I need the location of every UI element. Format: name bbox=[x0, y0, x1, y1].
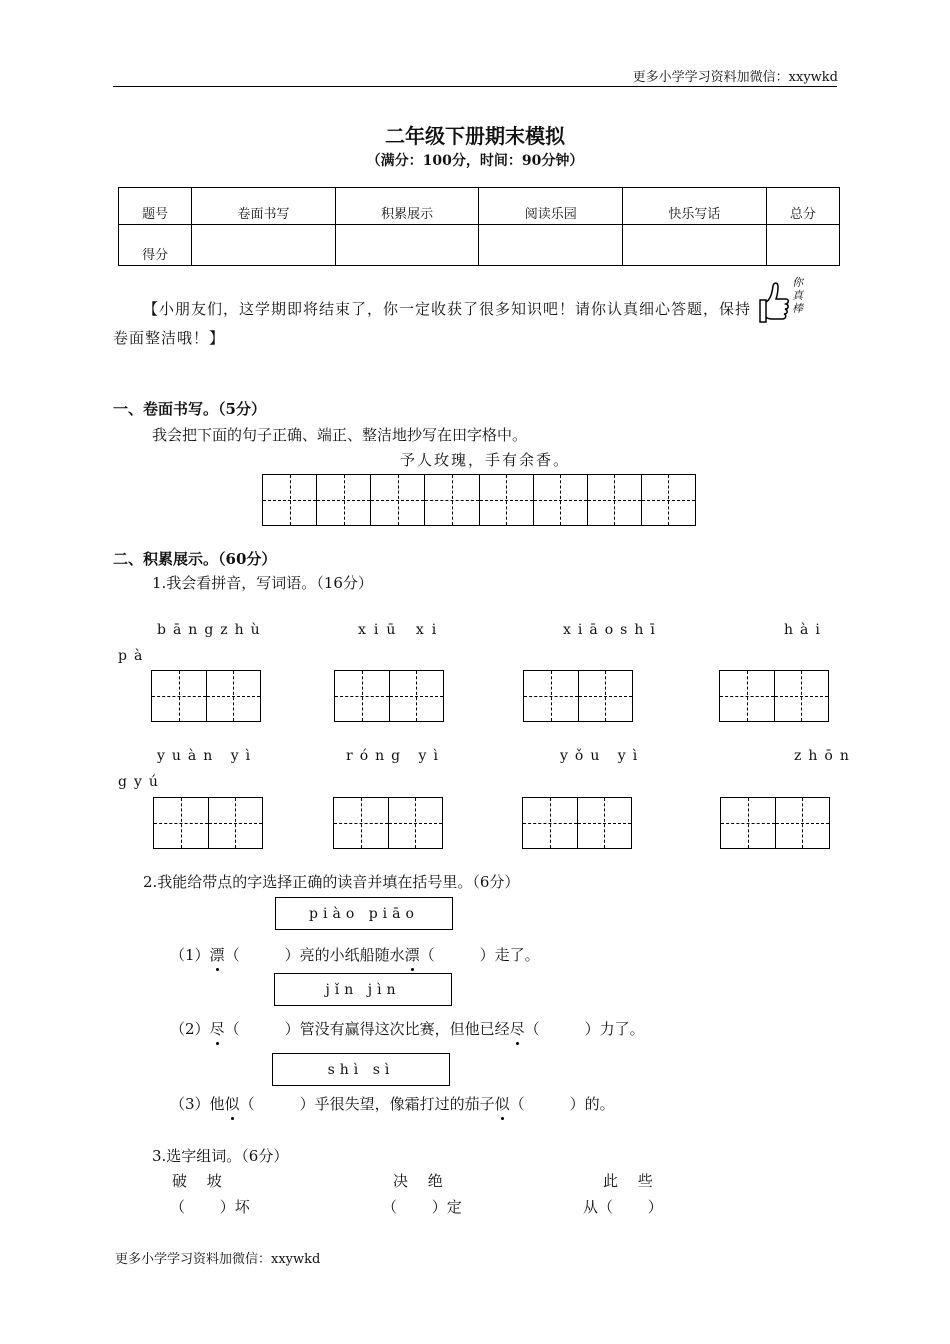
score-cell[interactable] bbox=[766, 225, 839, 266]
score-cell[interactable] bbox=[192, 225, 336, 266]
char-pair: 此 些 bbox=[603, 1172, 653, 1190]
pinyin: xiāoshī bbox=[563, 622, 662, 638]
table-header-cell: 积累展示 bbox=[335, 188, 479, 225]
table-header-cell: 阅读乐园 bbox=[479, 188, 623, 225]
tianzige-copy-grid[interactable] bbox=[262, 474, 696, 526]
fill-blank[interactable]: （ ）定 bbox=[382, 1198, 462, 1216]
fill-blank[interactable]: （ ）坏 bbox=[170, 1198, 250, 1216]
pinyin: xiū xi bbox=[358, 622, 445, 638]
q2-title: 2.我能给带点的字选择正确的读音并填在括号里。（6分） bbox=[143, 873, 520, 891]
table-row bbox=[119, 225, 840, 266]
q3-title: 3.选字组词。（6分） bbox=[152, 1147, 289, 1165]
grid-cell[interactable] bbox=[371, 475, 425, 525]
grid-cell[interactable] bbox=[425, 475, 479, 525]
tianzige-answer[interactable] bbox=[720, 797, 830, 849]
grid-cell[interactable] bbox=[642, 475, 695, 525]
copy-sentence: 予人玫瑰，手有余香。 bbox=[400, 451, 571, 469]
pinyin-wrap: pà bbox=[118, 648, 150, 664]
pinyin-options-box: jǐn jìn bbox=[274, 973, 452, 1006]
thumbs-up-stamp bbox=[752, 274, 812, 330]
score-row-label: 得分 bbox=[119, 225, 192, 266]
stamp-text: 你真棒 bbox=[792, 276, 803, 315]
header-divider bbox=[113, 86, 837, 87]
q2-item-3: （3）他似（ ）乎很失望，像霜打过的茄子似（ ）的。 bbox=[170, 1095, 615, 1113]
dotted-char: 似 bbox=[494, 1095, 510, 1113]
q1-title: 1.我会看拼音，写词语。（16分） bbox=[152, 574, 373, 592]
score-cell[interactable] bbox=[335, 225, 479, 266]
table-header-cell: 快乐写话 bbox=[623, 188, 767, 225]
dotted-char: 尽 bbox=[509, 1020, 525, 1038]
q2-item-2: （2）尽（ ）管没有赢得这次比赛，但他已经尽（ ）力了。 bbox=[170, 1020, 645, 1038]
table-header-cell: 总分 bbox=[766, 188, 839, 225]
score-table bbox=[118, 187, 840, 266]
tianzige-answer[interactable] bbox=[719, 670, 829, 722]
fill-blank[interactable]: 从（ ） bbox=[583, 1198, 663, 1216]
score-cell[interactable] bbox=[623, 225, 767, 266]
pinyin: róng yì bbox=[346, 748, 445, 764]
page-title: 二年级下册期末模拟 bbox=[385, 124, 565, 148]
dotted-char: 漂 bbox=[209, 946, 225, 964]
tianzige-answer[interactable] bbox=[151, 670, 261, 722]
section1-instruction: 我会把下面的句子正确、端正、整洁地抄写在田字格中。 bbox=[152, 426, 528, 444]
intro-text: 【小朋友们，这学期即将结束了，你一定收获了很多知识吧！请你认真细心答题，保持卷面整洁哦！】 bbox=[113, 300, 752, 347]
pinyin: yuàn yì bbox=[157, 748, 258, 764]
section2-title: 二、积累展示。（60分） bbox=[113, 550, 277, 568]
grid-cell[interactable] bbox=[480, 475, 534, 525]
pinyin: bāngzhù bbox=[157, 622, 267, 638]
char-pair: 决 绝 bbox=[393, 1172, 443, 1190]
tianzige-answer[interactable] bbox=[523, 670, 633, 722]
tianzige-answer[interactable] bbox=[334, 670, 444, 722]
table-header-cell: 题号 bbox=[119, 188, 192, 225]
footer-note: 更多小学学习资料加微信：xxywkd bbox=[115, 1252, 321, 1267]
grid-cell[interactable] bbox=[263, 475, 317, 525]
pinyin: zhōn bbox=[794, 748, 856, 764]
q2-item-1: （1）漂（ ）亮的小纸船随水漂（ ）走了。 bbox=[170, 946, 540, 964]
score-cell[interactable] bbox=[479, 225, 623, 266]
grid-cell[interactable] bbox=[317, 475, 371, 525]
table-header-cell: 卷面书写 bbox=[192, 188, 336, 225]
pinyin-wrap: gyú bbox=[118, 774, 165, 790]
pinyin: yǒu yì bbox=[560, 748, 645, 764]
dotted-char: 漂 bbox=[404, 946, 420, 964]
dotted-char: 尽 bbox=[209, 1020, 225, 1038]
tianzige-answer[interactable] bbox=[153, 797, 263, 849]
pinyin-options-box: piào piāo bbox=[275, 897, 453, 930]
char-pair: 破 坡 bbox=[172, 1172, 222, 1190]
dotted-char: 似 bbox=[224, 1095, 240, 1113]
tianzige-answer[interactable] bbox=[333, 797, 443, 849]
tianzige-answer[interactable] bbox=[522, 797, 632, 849]
pinyin-options-box: shì sì bbox=[272, 1053, 450, 1086]
grid-cell[interactable] bbox=[534, 475, 588, 525]
table-row bbox=[119, 188, 840, 225]
page-subtitle: （满分：100分，时间：90分钟） bbox=[366, 153, 584, 169]
pinyin: hài bbox=[784, 622, 827, 638]
grid-cell[interactable] bbox=[588, 475, 642, 525]
section1-title: 一、卷面书写。（5分） bbox=[113, 400, 266, 418]
header-note: 更多小学学习资料加微信：xxywkd bbox=[632, 70, 838, 85]
